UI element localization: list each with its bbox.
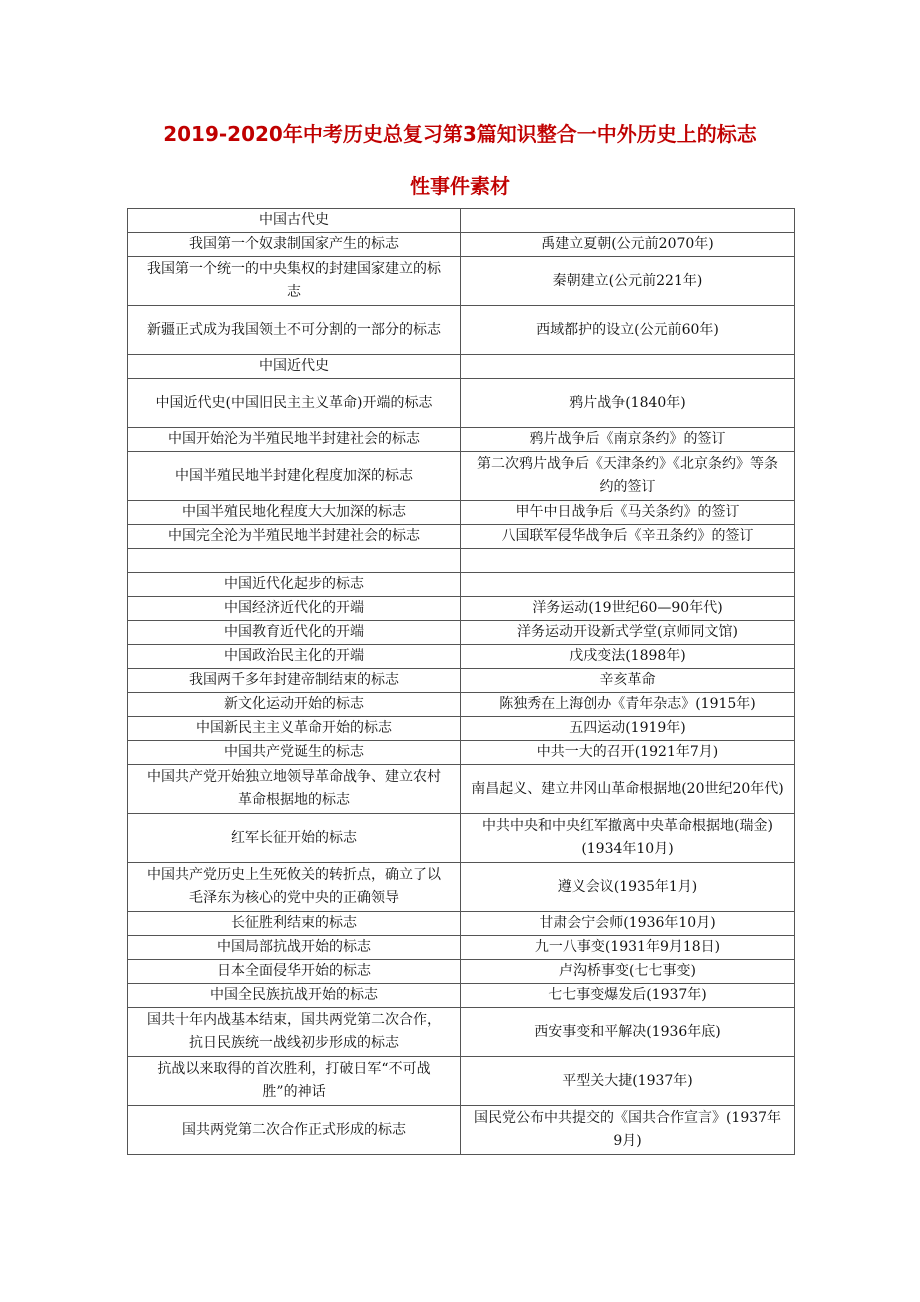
document-title-line-1: 2019-2020年中考历史总复习第3篇知识整合一中外历史上的标志	[163, 122, 757, 146]
marker-event-cell: 平型关大捷(1937年)	[461, 1057, 795, 1106]
marker-event-cell: 西安事变和平解决(1936年底)	[461, 1008, 795, 1057]
event-cell: 中国半殖民地半封建化程度加深的标志	[128, 452, 461, 501]
table-row	[128, 525, 795, 549]
event-cell: 中国共产党诞生的标志	[128, 741, 461, 765]
table-row	[128, 379, 795, 428]
marker-event-cell: 甲午中日战争后《马关条约》的签订	[461, 501, 795, 525]
marker-event-cell: 八国联军侵华战争后《辛丑条约》的签订	[461, 525, 795, 549]
table-row	[128, 741, 795, 765]
event-cell: 中国共产党开始独立地领导革命战争、建立农村革命根据地的标志	[128, 765, 461, 814]
marker-event-cell: 南昌起义、建立井冈山革命根据地(20世纪20年代)	[461, 765, 795, 814]
table-row	[128, 936, 795, 960]
event-cell: 中国半殖民地化程度大大加深的标志	[128, 501, 461, 525]
marker-event-cell: 西域都护的设立(公元前60年)	[461, 306, 795, 355]
event-cell	[128, 549, 461, 573]
event-cell: 我国两千多年封建帝制结束的标志	[128, 669, 461, 693]
table-row	[128, 1057, 795, 1106]
table-row	[128, 355, 795, 379]
marker-event-cell: 遵义会议(1935年1月)	[461, 863, 795, 912]
marker-event-cell: 洋务运动开设新式学堂(京师同文馆)	[461, 621, 795, 645]
event-cell: 中国教育近代化的开端	[128, 621, 461, 645]
table-row	[128, 1106, 795, 1155]
marker-event-cell: 秦朝建立(公元前221年)	[461, 257, 795, 306]
event-cell: 抗战以来取得的首次胜利，打破日军“不可战胜”的神话	[128, 1057, 461, 1106]
table-row	[128, 645, 795, 669]
marker-event-cell	[461, 209, 795, 233]
event-cell: 中国全民族抗战开始的标志	[128, 984, 461, 1008]
event-cell: 中国近代化起步的标志	[128, 573, 461, 597]
marker-event-cell: 中共一大的召开(1921年7月)	[461, 741, 795, 765]
marker-event-cell	[461, 549, 795, 573]
table-row	[128, 621, 795, 645]
event-cell: 长征胜利结束的标志	[128, 912, 461, 936]
table-row	[128, 257, 795, 306]
table-row	[128, 452, 795, 501]
marker-event-cell: 中共中央和中央红军撤离中央革命根据地(瑞金)(1934年10月)	[461, 814, 795, 863]
event-cell: 我国第一个统一的中央集权的封建国家建立的标志	[128, 257, 461, 306]
table-row	[128, 549, 795, 573]
marker-event-cell: 洋务运动(19世纪60—90年代)	[461, 597, 795, 621]
table-row	[128, 984, 795, 1008]
marker-event-cell: 卢沟桥事变(七七事变)	[461, 960, 795, 984]
event-cell: 中国经济近代化的开端	[128, 597, 461, 621]
table-row	[128, 597, 795, 621]
marker-event-cell: 鸦片战争后《南京条约》的签订	[461, 428, 795, 452]
marker-event-cell: 辛亥革命	[461, 669, 795, 693]
table-row	[128, 863, 795, 912]
table-row	[128, 501, 795, 525]
table-row	[128, 428, 795, 452]
marker-event-cell: 国民党公布中共提交的《国共合作宣言》(1937年9月)	[461, 1106, 795, 1155]
marker-event-cell: 五四运动(1919年)	[461, 717, 795, 741]
marker-event-cell: 甘肃会宁会师(1936年10月)	[461, 912, 795, 936]
event-cell: 中国共产党历史上生死攸关的转折点，确立了以毛泽东为核心的党中央的正确领导	[128, 863, 461, 912]
event-cell: 中国新民主主义革命开始的标志	[128, 717, 461, 741]
table-row	[128, 1008, 795, 1057]
event-cell: 中国古代史	[128, 209, 461, 233]
event-cell: 国共十年内战基本结束，国共两党第二次合作，抗日民族统一战线初步形成的标志	[128, 1008, 461, 1057]
event-cell: 红军长征开始的标志	[128, 814, 461, 863]
marker-event-cell	[461, 355, 795, 379]
table-row	[128, 669, 795, 693]
marker-event-cell	[461, 573, 795, 597]
event-cell: 日本全面侵华开始的标志	[128, 960, 461, 984]
event-cell: 中国局部抗战开始的标志	[128, 936, 461, 960]
event-cell: 新疆正式成为我国领土不可分割的一部分的标志	[128, 306, 461, 355]
table-row	[128, 912, 795, 936]
event-cell: 新文化运动开始的标志	[128, 693, 461, 717]
event-cell: 中国近代史	[128, 355, 461, 379]
table-row	[128, 306, 795, 355]
history-events-table	[127, 208, 795, 1155]
marker-event-cell: 陈独秀在上海创办《青年杂志》(1915年)	[461, 693, 795, 717]
table-row	[128, 960, 795, 984]
marker-event-cell: 戊戌变法(1898年)	[461, 645, 795, 669]
document-title-line-2: 性事件素材	[410, 174, 510, 198]
event-cell: 中国完全沦为半殖民地半封建社会的标志	[128, 525, 461, 549]
table-row	[128, 693, 795, 717]
marker-event-cell: 九一八事变(1931年9月18日)	[461, 936, 795, 960]
marker-event-cell: 禹建立夏朝(公元前2070年)	[461, 233, 795, 257]
marker-event-cell: 七七事变爆发后(1937年)	[461, 984, 795, 1008]
event-cell: 中国近代史(中国旧民主主义革命)开端的标志	[128, 379, 461, 428]
table-row	[128, 717, 795, 741]
event-cell: 中国开始沦为半殖民地半封建社会的标志	[128, 428, 461, 452]
event-cell: 中国政治民主化的开端	[128, 645, 461, 669]
table-row	[128, 209, 795, 233]
event-cell: 国共两党第二次合作正式形成的标志	[128, 1106, 461, 1155]
table-row	[128, 814, 795, 863]
table-row	[128, 573, 795, 597]
marker-event-cell: 第二次鸦片战争后《天津条约》《北京条约》等条约的签订	[461, 452, 795, 501]
marker-event-cell: 鸦片战争(1840年)	[461, 379, 795, 428]
event-cell: 我国第一个奴隶制国家产生的标志	[128, 233, 461, 257]
table-row	[128, 765, 795, 814]
table-row	[128, 233, 795, 257]
table-body	[128, 209, 795, 1155]
